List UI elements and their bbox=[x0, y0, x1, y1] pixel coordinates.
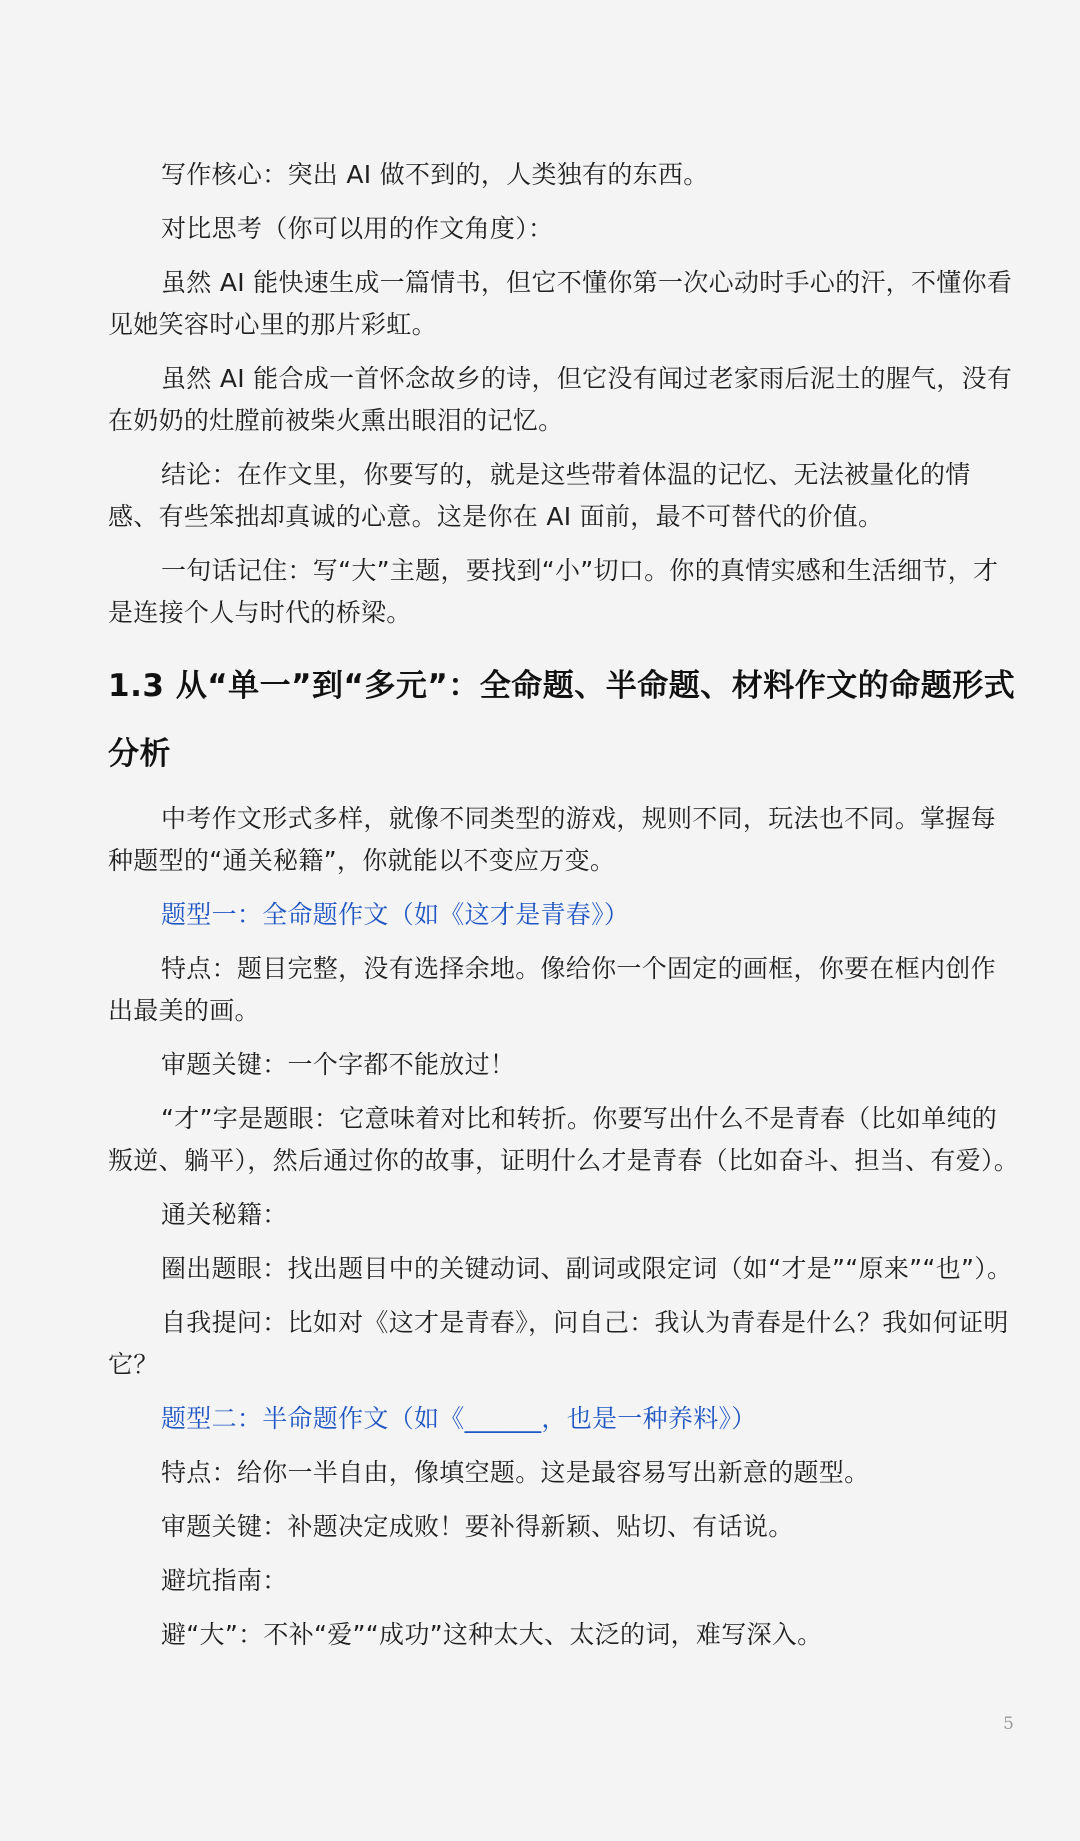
page-number: 5 bbox=[1003, 1714, 1014, 1734]
paragraph-section-intro: 中考作文形式多样，就像不同类型的游戏，规则不同，玩法也不同。掌握每种题型的“通关秘籍”，你就能以不变应万变。 bbox=[108, 804, 996, 875]
type1-self-question: 自我提问：比如对《这才是青春》，问自己：我认为青春是什么？我如何证明它？ bbox=[108, 1308, 1009, 1379]
type1-secret-label: 通关秘籍： bbox=[161, 1200, 288, 1229]
type1-features: 特点：题目完整，没有选择余地。像给你一个固定的画框，你要在框内创作出最美的画。 bbox=[108, 954, 996, 1025]
paragraph-one-sentence-summary: 一句话记住：写“大”主题，要找到“小”切口。你的真情实感和生活细节，才是连接个人与时代的桥梁。 bbox=[108, 556, 999, 627]
type2-title: 题型二：半命题作文（如《______，也是一种养料》） bbox=[161, 1404, 757, 1433]
paragraph-love-letter-example: 虽然 AI 能快速生成一篇情书，但它不懂你第一次心动时手心的汗，不懂你看见她笑容时心里的那片彩虹。 bbox=[108, 268, 1013, 339]
type1-title: 题型一：全命题作文（如《这才是青春》） bbox=[161, 900, 630, 929]
paragraph-writing-core: 写作核心：突出 AI 做不到的，人类独有的东西。 bbox=[161, 160, 709, 189]
type1-circle-title-eye: 圈出题眼：找出题目中的关键动词、副词或限定词（如“才是”“原来”“也”）。 bbox=[161, 1254, 1013, 1283]
section-heading: 1.3 从“单一”到“多元”：全命题、半命题、材料作文的命题形式分析 bbox=[108, 668, 1016, 772]
type2-pitfall-guide-label: 避坑指南： bbox=[161, 1566, 288, 1595]
type2-features: 特点：给你一半自由，像填空题。这是最容易写出新意的题型。 bbox=[161, 1458, 870, 1487]
paragraph-hometown-poem-example: 虽然 AI 能合成一首怀念故乡的诗，但它没有闻过老家雨后泥土的腥气，没有在奶奶的灶膛前被柴火熏出眼泪的记忆。 bbox=[108, 364, 1013, 435]
paragraph-contrast-thinking: 对比思考（你可以用的作文角度）： bbox=[161, 214, 554, 243]
type1-title-eye: “才”字是题眼：它意味着对比和转折。你要写出什么不是青春（比如单纯的叛逆、躺平），然后通过你的故事，证明什么才是青春（比如奋斗、担当、有爱）。 bbox=[108, 1104, 1020, 1175]
page-content bbox=[108, 154, 1020, 1668]
paragraph-conclusion: 结论：在作文里，你要写的，就是这些带着体温的记忆、无法被量化的情感、有些笨拙却真诚的心意。这是你在 AI 面前，最不可替代的价值。 bbox=[108, 460, 971, 531]
type1-key-point: 审题关键：一个字都不能放过！ bbox=[161, 1050, 516, 1079]
type2-avoid-big: 避“大”：不补“爱”“成功”这种太大、太泛的词，难写深入。 bbox=[161, 1620, 823, 1649]
type2-key-point: 审题关键：补题决定成败！要补得新颖、贴切、有话说。 bbox=[161, 1512, 794, 1541]
